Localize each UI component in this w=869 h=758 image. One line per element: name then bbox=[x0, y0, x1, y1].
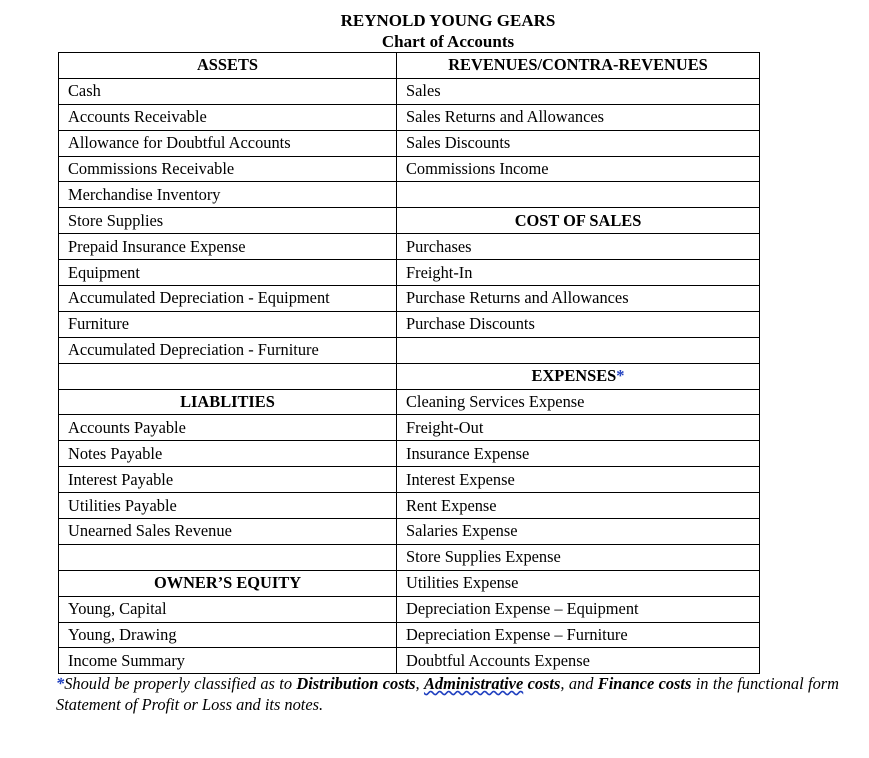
footnote bbox=[56, 673, 839, 715]
left-account-cell bbox=[59, 337, 397, 363]
footnote-text: in the functional form Statement of Profit or Loss and its notes. bbox=[56, 674, 839, 714]
table-row bbox=[59, 596, 760, 622]
account-name: Commissions Receivable bbox=[68, 159, 235, 178]
left-account-cell bbox=[59, 467, 397, 493]
right-account-cell bbox=[397, 104, 760, 130]
account-name: Rent Expense bbox=[406, 495, 497, 515]
right-section-header bbox=[397, 363, 760, 389]
left-account-cell bbox=[59, 234, 397, 260]
chart-subtitle: Chart of Accounts bbox=[381, 32, 515, 51]
account-name: Allowance for Doubtful Accounts bbox=[68, 133, 291, 153]
left-account-cell bbox=[59, 286, 397, 312]
right-account-cell bbox=[397, 234, 760, 260]
left-account-cell bbox=[59, 156, 397, 182]
account-name: Accounts Receivable bbox=[68, 107, 207, 127]
account-name: Young, Capital bbox=[68, 599, 167, 619]
table-row bbox=[59, 570, 760, 596]
right-account-cell bbox=[397, 544, 760, 570]
section-title: COST OF SALES bbox=[514, 210, 642, 230]
right-section-header bbox=[397, 208, 760, 234]
account-name: Commissions Income bbox=[406, 159, 549, 178]
right-account-cell bbox=[397, 156, 760, 182]
account-name: Sales bbox=[406, 81, 441, 101]
table-row bbox=[59, 493, 760, 519]
account-name: Notes Payable bbox=[68, 443, 163, 463]
left-account-cell bbox=[59, 260, 397, 286]
table-row bbox=[59, 467, 760, 493]
right-account-cell bbox=[397, 441, 760, 467]
table-row bbox=[59, 208, 760, 234]
company-title: REYNOLD YOUNG GEARS bbox=[340, 11, 556, 30]
footnote-text: , bbox=[415, 674, 424, 693]
account-name: Merchandise Inventory bbox=[68, 184, 221, 204]
left-account-cell bbox=[59, 104, 397, 130]
account-name: Purchase Returns and Allowances bbox=[406, 288, 629, 308]
account-name: Interest Payable bbox=[68, 469, 174, 489]
left-account-cell bbox=[59, 363, 397, 389]
footnote-text: Should be properly classified as to bbox=[64, 674, 297, 693]
left-section-header bbox=[59, 570, 397, 596]
account-name: Insurance Expense bbox=[406, 443, 530, 463]
account-name: Salaries Expense bbox=[406, 521, 518, 541]
section-title: ASSETS bbox=[196, 55, 259, 75]
table-row bbox=[59, 648, 760, 674]
left-account-cell bbox=[59, 78, 397, 104]
table-row bbox=[59, 234, 760, 260]
left-account-cell bbox=[59, 544, 397, 570]
section-title: OWNER’S EQUITY bbox=[153, 573, 302, 593]
table-row bbox=[59, 441, 760, 467]
table-row bbox=[59, 104, 760, 130]
right-account-cell bbox=[397, 311, 760, 337]
table-row bbox=[59, 337, 760, 363]
right-account-cell bbox=[397, 648, 760, 674]
account-name: Doubtful Accounts Expense bbox=[406, 650, 590, 670]
asterisk-marker: * bbox=[616, 366, 625, 386]
account-name: Utilities Expense bbox=[406, 573, 519, 593]
account-name: Depreciation Expense – Furniture bbox=[406, 625, 628, 645]
right-account-cell bbox=[397, 519, 760, 545]
account-name: Accumulated Depreciation - Equipment bbox=[68, 288, 330, 308]
footnote-text: , and bbox=[560, 674, 598, 693]
right-account-cell bbox=[397, 182, 760, 208]
section-title: REVENUES/CONTRA-REVENUES bbox=[448, 55, 708, 75]
account-name: Store Supplies Expense bbox=[406, 547, 561, 567]
account-name: Depreciation Expense – Equipment bbox=[406, 599, 639, 619]
account-name: Sales Returns and Allowances bbox=[406, 107, 605, 127]
right-account-cell bbox=[397, 130, 760, 156]
account-name: Cleaning Services Expense bbox=[406, 392, 585, 412]
section-title: LIABLITIES bbox=[180, 392, 275, 412]
left-account-cell bbox=[59, 622, 397, 648]
right-account-cell bbox=[397, 78, 760, 104]
footnote-costs: costs bbox=[523, 674, 561, 693]
footnote-finance-costs: Finance costs bbox=[597, 674, 692, 693]
account-name: Unearned Sales Revenue bbox=[68, 521, 232, 541]
left-account-cell bbox=[59, 415, 397, 441]
account-name: Freight-Out bbox=[406, 417, 484, 437]
left-account-cell bbox=[59, 182, 397, 208]
footnote-distribution-costs: Distribution costs bbox=[296, 674, 416, 693]
right-account-cell bbox=[397, 596, 760, 622]
left-account-cell bbox=[59, 648, 397, 674]
right-account-cell bbox=[397, 260, 760, 286]
account-name: Purchase Discounts bbox=[406, 314, 535, 334]
table-row bbox=[59, 78, 760, 104]
account-name: Young, Drawing bbox=[68, 625, 177, 645]
left-account-cell bbox=[59, 596, 397, 622]
account-name: Freight-In bbox=[406, 262, 473, 282]
left-account-cell bbox=[59, 130, 397, 156]
table-row bbox=[59, 286, 760, 312]
table-row bbox=[59, 260, 760, 286]
right-account-cell bbox=[397, 286, 760, 312]
table-row bbox=[59, 363, 760, 389]
right-account-cell bbox=[397, 467, 760, 493]
table-row bbox=[59, 156, 760, 182]
account-name: Interest Expense bbox=[406, 469, 515, 489]
table-row bbox=[59, 622, 760, 648]
right-account-cell bbox=[397, 493, 760, 519]
account-name: Cash bbox=[68, 81, 101, 101]
table-row bbox=[59, 311, 760, 337]
table-row bbox=[59, 182, 760, 208]
account-name: Store Supplies bbox=[68, 210, 164, 230]
table-row bbox=[59, 415, 760, 441]
account-name: Sales Discounts bbox=[406, 133, 511, 153]
account-name: Equipment bbox=[68, 262, 140, 282]
account-name: Prepaid Insurance Expense bbox=[68, 236, 246, 256]
footnote-asterisk: * bbox=[56, 674, 65, 693]
account-name: Utilities Payable bbox=[68, 495, 177, 515]
account-name: Accounts Payable bbox=[68, 417, 186, 437]
left-account-cell bbox=[59, 519, 397, 545]
footnote-administrative: Administrative bbox=[423, 674, 524, 693]
table-row bbox=[59, 519, 760, 545]
account-name: Purchases bbox=[406, 236, 472, 256]
left-account-cell bbox=[59, 311, 397, 337]
section-title: EXPENSES bbox=[531, 366, 617, 386]
left-account-cell bbox=[59, 208, 397, 234]
table-body bbox=[59, 53, 760, 674]
left-section-header bbox=[59, 389, 397, 415]
table-row bbox=[59, 53, 760, 79]
account-name: Accumulated Depreciation - Furniture bbox=[68, 340, 319, 360]
account-name: Furniture bbox=[68, 314, 130, 334]
table-row bbox=[59, 130, 760, 156]
left-section-header bbox=[59, 53, 397, 79]
right-section-header bbox=[397, 53, 760, 79]
chart-of-accounts-table bbox=[58, 52, 760, 674]
right-account-cell bbox=[397, 622, 760, 648]
right-account-cell bbox=[397, 337, 760, 363]
right-account-cell bbox=[397, 570, 760, 596]
account-name: Income Summary bbox=[68, 650, 185, 670]
right-account-cell bbox=[397, 415, 760, 441]
left-account-cell bbox=[59, 493, 397, 519]
right-account-cell bbox=[397, 389, 760, 415]
left-account-cell bbox=[59, 441, 397, 467]
table-row bbox=[59, 389, 760, 415]
table-row bbox=[59, 544, 760, 570]
